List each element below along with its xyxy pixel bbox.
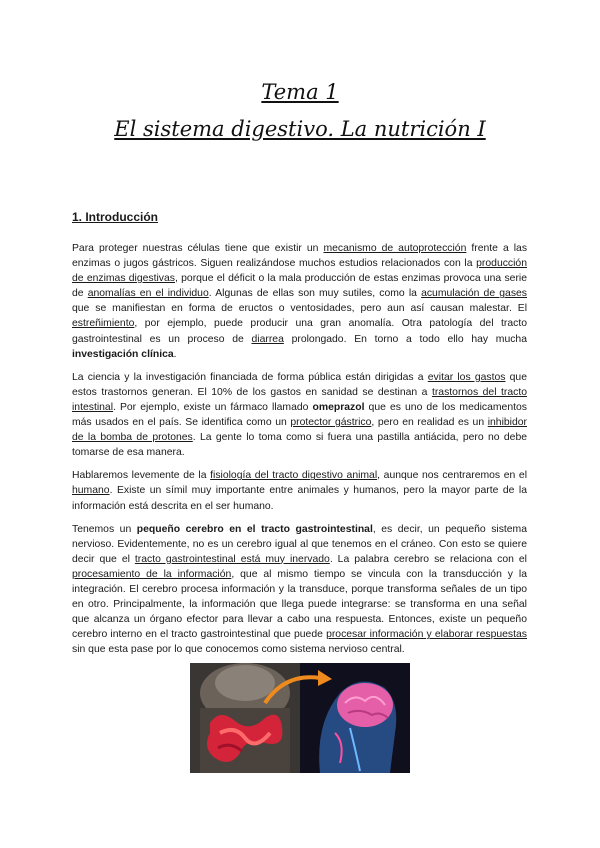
paragraph	[72, 522, 527, 658]
text-run: , porque el déficit o la mala producción de estas enzimas provoca una serie de	[72, 273, 527, 300]
text-run: , pero en realidad es un	[371, 417, 488, 429]
text-run: Tenemos un	[72, 523, 137, 535]
document-title: Tema 1	[261, 80, 339, 104]
text-run: , es decir, un pequeño sistema nervioso. Evidentemente, no es un cerebro igual al que tenemos en el cráneo. Con esto se quiere decir que el	[72, 523, 527, 565]
arrow-icon	[260, 668, 340, 708]
underlined-text: fisiología del tracto digestivo animal	[210, 470, 378, 482]
text-run: que es uno de los medicamentos más usados en el país. Se identifica como un	[72, 401, 527, 429]
text-run: . La gente lo toma como si fuera una pastilla antiácida, pero no debe tomarse de esa manera.	[72, 432, 527, 459]
text-run: . Por ejemplo, existe un fármaco llamado	[113, 401, 313, 413]
text-run: . Algunas de ellas son muy sutiles, como la	[208, 288, 422, 300]
paragraph	[72, 468, 527, 513]
underlined-text: diarrea	[251, 333, 284, 345]
text-run: que se manifiestan en forma de eructos o ventosidades, pero aun así causan malestar. El	[72, 303, 527, 315]
paragraph	[72, 241, 527, 362]
text-run: sin que esta pase por lo que conocemos como sistema nervioso central.	[72, 644, 405, 656]
underlined-text: mecanismo de autoprotección	[323, 243, 467, 254]
document-body	[72, 241, 527, 665]
bold-text: omeprazol	[312, 401, 365, 413]
bold-text: pequeño cerebro en el tracto gastrointestinal	[136, 523, 373, 535]
paragraph	[72, 370, 527, 461]
section-heading: 1. Introducción	[72, 210, 159, 224]
underlined-text: evitar los gastos	[427, 371, 506, 383]
underlined-text: inhibidor de la bomba de protones	[72, 417, 527, 444]
underlined-text: producción de enzimas digestivas	[72, 258, 527, 285]
text-run: , que al mismo tiempo se vincula con la transducción y la integración. El cerebro procesa información y la transduce, porque transforma señales de un tipo en otro. Principalmente, la información que llega puede integrarse: se transforma en una señal que alcanza un órgano efector para llevar a cabo una respuesta. Entonces, existe un pequeño cerebro interno en el tracto gastrointestinal que puede	[72, 568, 528, 641]
underlined-text: tracto gastrointestinal está muy inervado	[134, 553, 330, 565]
underlined-text: acumulación de gases	[421, 288, 527, 300]
underlined-text: trastornos del tracto intestinal	[72, 386, 527, 413]
text-run: . La palabra cerebro se relaciona con el	[329, 553, 527, 565]
document-subtitle: El sistema digestivo. La nutrición I	[114, 117, 486, 141]
gut-brain-figure	[190, 663, 410, 773]
underlined-text: anomalías en el individuo	[87, 288, 209, 300]
underlined-text: humano	[72, 485, 110, 497]
text-run: . Existe un símil muy importante entre animales y humanos, pero la mayor parte de la información está descrita en el ser humano.	[72, 485, 527, 512]
text-run: que estos trastornos generan. El 10% de los gastos en sanidad se destinan a	[72, 371, 527, 398]
text-run: , aunque nos centraremos en el	[377, 470, 528, 482]
text-run: prolongado. En torno a todo ello hay mucha	[283, 333, 527, 345]
text-run: , por ejemplo, puede producir una gran anomalía. Otra patología del tracto gastrointestinal es un proceso de	[72, 318, 527, 345]
bold-text: investigación clínica	[72, 348, 174, 360]
text-run: frente a las enzimas o jugos gástricos. Siguen realizándose muchos estudios relacionados con la	[72, 243, 528, 270]
underlined-text: protector gástrico	[290, 417, 372, 429]
underlined-text: procesamiento de la información	[72, 568, 232, 580]
underlined-text: procesar información y elaborar respuestas	[326, 629, 527, 641]
text-run: La ciencia y la investigación financiada de forma pública están dirigidas a	[72, 371, 428, 383]
text-run: Hablaremos levemente de la	[72, 470, 211, 482]
text-run: .	[173, 348, 177, 360]
text-run: Para proteger nuestras células tiene que existir un	[72, 243, 324, 254]
underlined-text: estreñimiento	[72, 318, 135, 330]
